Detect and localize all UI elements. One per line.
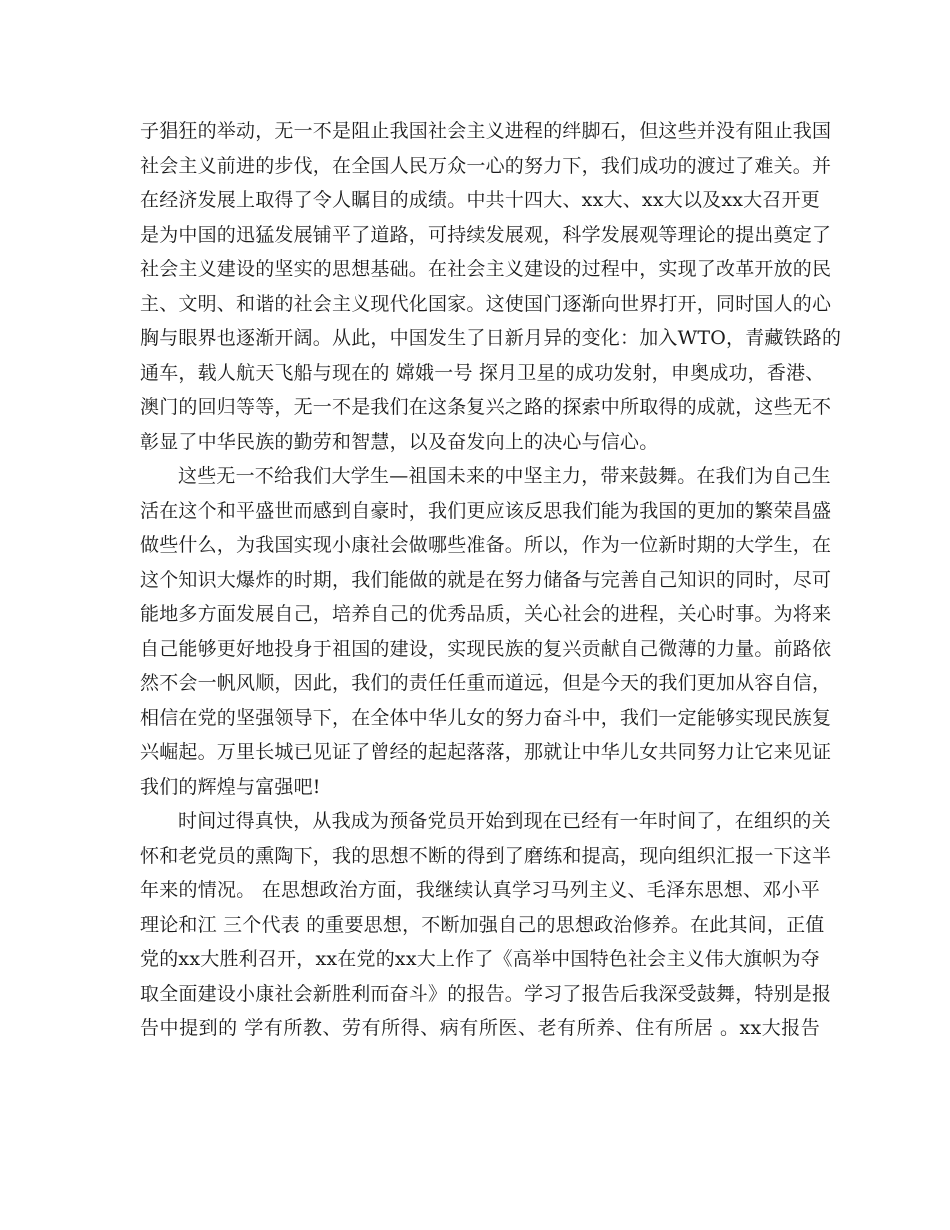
paragraph-2-line-5: 能地多方面发展自己，培养自己的优秀品质，关心社会的进程，关心时事。为将来 xyxy=(140,603,832,625)
paragraph-3-line-5: 党的xx大胜利召开，xx在党的xx大上作了《高举中国特色社会主义伟大旗帜为夺 xyxy=(140,948,820,970)
paragraph-1-line-4: 是为中国的迅猛发展铺平了道路，可持续发展观，科学发展观等理论的提出奠定了 xyxy=(140,223,832,246)
paragraph-3-line-4: 理论和江 三个代表 的重要思想，不断加强自己的思想政治修养。在此其间，正值 xyxy=(140,913,825,936)
paragraph-3-line-2: 怀和老党员的熏陶下，我的思想不断的得到了磨练和提高，现向组织汇报一下这半 xyxy=(140,844,832,867)
body-text xyxy=(140,114,842,1046)
paragraph-1-line-3: 在经济发展上取得了令人瞩目的成绩。中共十四大、xx大、xx大以及xx大召开更 xyxy=(140,189,820,211)
paragraph-1-line-2: 社会主义前进的步伐，在全国人民万众一心的努力下，我们成功的渡过了难关。并 xyxy=(140,154,832,177)
paragraph-3-line-3: 年来的情况。 在思想政治方面，我继续认真学习马列主义、毛泽东思想、邓小平 xyxy=(140,879,820,901)
paragraph-1-line-6: 主、文明、和谐的社会主义现代化国家。这使国门逐渐向世界打开，同时国人的心 xyxy=(140,292,832,315)
paragraph-1-line-10: 彰显了中华民族的勤劳和智慧，以及奋发向上的决心与信心。 xyxy=(140,430,659,453)
paragraph-2-line-8: 相信在党的坚强领导下，在全体中华儿女的努力奋斗中，我们一定能够实现民族复 xyxy=(140,706,832,729)
paragraph-1-line-7: 胸与眼界也逐渐开阔。从此，中国发生了日新月异的变化：加入WTO，青藏铁路的 xyxy=(140,327,842,349)
paragraph-3-line-1: 时间过得真快，从我成为预备党员开始到现在已经有一年时间了，在组织的关 xyxy=(178,810,831,832)
paragraph-2-line-2: 活在这个和平盛世而感到自豪时，我们更应该反思我们能为我国的更加的繁荣昌盛 xyxy=(140,499,832,522)
paragraph-3-line-6: 取全面建设小康社会新胜利而奋斗》的报告。学习了报告后我深受鼓舞，特别是报 xyxy=(140,982,832,1005)
paragraph-1-line-5: 社会主义建设的坚实的思想基础。在社会主义建设的过程中，实现了改革开放的民 xyxy=(140,258,832,280)
paragraph-1-line-1: 子猖狂的举动，无一不是阻止我国社会主义进程的绊脚石，但这些并没有阻止我国 xyxy=(140,120,832,142)
paragraph-3-line-7: 告中提到的 学有所教、劳有所得、病有所医、老有所养、住有所居 。xx大报告 xyxy=(140,1017,820,1039)
paragraph-1-line-8: 通车，载人航天飞船与现在的 嫦娥一号 探月卫星的成功发射，申奥成功，香港、 xyxy=(140,361,825,384)
paragraph-2-line-6: 自己能够更好地投身于祖国的建设，实现民族的复兴贡献自己微薄的力量。前路依 xyxy=(140,637,832,660)
paragraph-2-line-9: 兴崛起。万里长城已见证了曾经的起起落落，那就让中华儿女共同努力让它来见证 xyxy=(140,741,832,763)
paragraph-2-line-1: 这些无一不给我们大学生—祖国未来的中坚主力，带来鼓舞。在我们为自己生 xyxy=(178,465,831,487)
paragraph-2-line-3: 做些什么，为我国实现小康社会做哪些准备。所以，作为一位新时期的大学生，在 xyxy=(140,534,832,556)
paragraph-2-line-7: 然不会一帆风顺，因此，我们的责任任重而道远，但是今天的我们更加从容自信， xyxy=(140,672,832,694)
paragraph-1-line-9: 澳门的回归等等，无一不是我们在这条复兴之路的探索中所取得的成就，这些无不 xyxy=(140,396,832,418)
paragraph-2-line-10: 我们的辉煌与富强吧! xyxy=(140,775,321,798)
paragraph-2-line-4: 这个知识大爆炸的时期，我们能做的就是在努力储备与完善自己知识的同时，尽可 xyxy=(140,568,832,591)
